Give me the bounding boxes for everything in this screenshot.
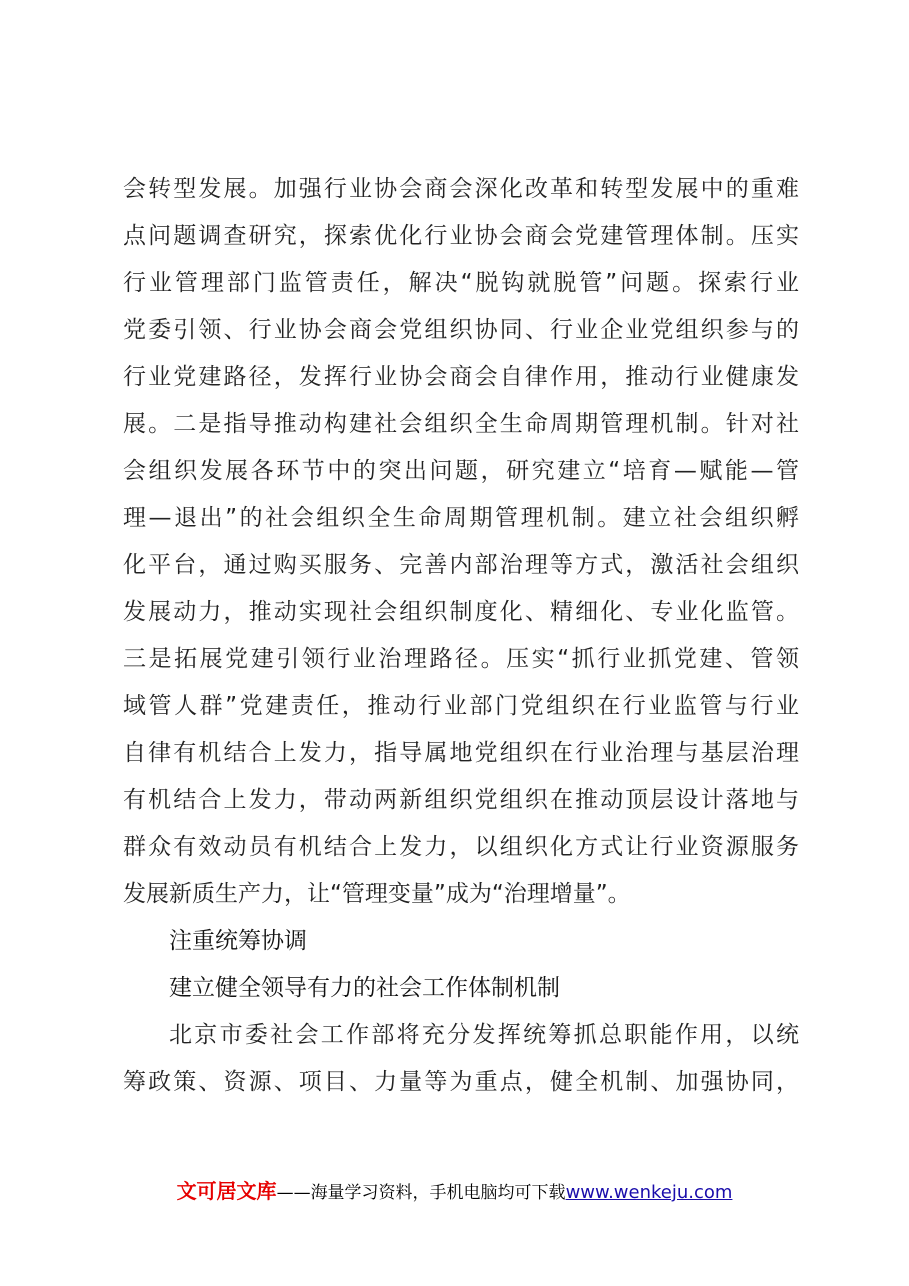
footer-link[interactable]: www.wenkeju.com [565, 1182, 733, 1203]
text-line: 发展新质生产力，让“管理变量”成为“治理增量”。 [123, 881, 631, 907]
footer-brand: 文可居文库 [176, 1179, 277, 1203]
text-line: 筹政策、资源、项目、力量等为重点，健全机制、加强协同， [123, 1069, 799, 1095]
text-line: 自律有机结合上发力，指导属地党组织在行业治理与基层治理 [123, 740, 799, 766]
text-line: 会组织发展各环节中的突出问题，研究建立“培育—赋能—管 [123, 458, 799, 484]
text-line: 化平台，通过购买服务、完善内部治理等方式，激活社会组织 [123, 552, 799, 578]
text-line: 会转型发展。加强行业协会商会深化改革和转型发展中的重难 [123, 176, 799, 202]
document-body [123, 166, 799, 1106]
footer-banner [0, 1176, 909, 1208]
footer-tagline: ——海量学习资料，手机电脑均可下载 [276, 1183, 566, 1203]
text-line: 域管人群”党建责任，推动行业部门党组织在行业监管与行业 [123, 693, 799, 719]
text-line: 群众有效动员有机结合上发力，以组织化方式让行业资源服务 [123, 834, 799, 860]
text-line: 行业党建路径，发挥行业协会商会自律作用，推动行业健康发 [123, 364, 799, 390]
text-line: 北京市委社会工作部将充分发挥统筹抓总职能作用，以统 [169, 1022, 799, 1048]
text-line: 三是拓展党建引领行业治理路径。压实“抓行业抓党建、管领 [123, 646, 799, 672]
text-line: 行业管理部门监管责任，解决“脱钩就脱管”问题。探索行业 [123, 270, 799, 296]
text-line: 点问题调查研究，探索优化行业协会商会党建管理体制。压实 [123, 223, 799, 249]
section-subheading: 建立健全领导有力的社会工作体制机制 [169, 975, 560, 1001]
text-line: 理—退出”的社会组织全生命周期管理机制。建立社会组织孵 [123, 505, 799, 531]
section-heading: 注重统筹协调 [169, 928, 307, 954]
text-line: 展。二是指导推动构建社会组织全生命周期管理机制。针对社 [123, 411, 799, 437]
text-line: 发展动力，推动实现社会组织制度化、精细化、专业化监管。 [123, 599, 799, 625]
text-line: 党委引领、行业协会商会党组织协同、行业企业党组织参与的 [123, 317, 799, 343]
text-line: 有机结合上发力，带动两新组织党组织在推动顶层设计落地与 [123, 787, 799, 813]
